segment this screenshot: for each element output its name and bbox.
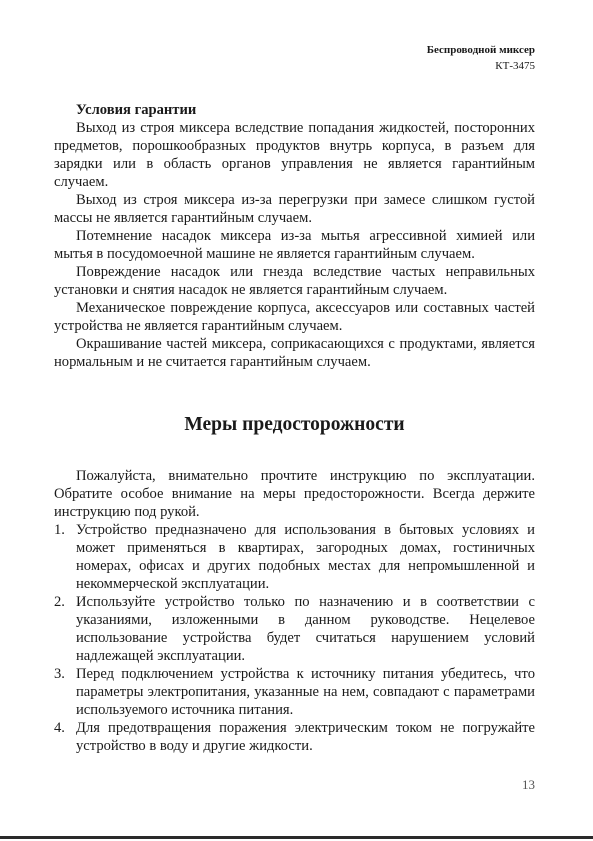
page-content (54, 101, 535, 755)
list-item-text: Используйте устройство только по назначению и в соответствии с указаниями, изложенными в данном руководстве. Нецелевое использование устройства будет считаться нарушением условий надлежащей эксплуатации. (76, 594, 535, 664)
warranty-paragraph: Выход из строя миксера из-за перегрузки при замесе слишком густой массы не является гарантийным случаем. (54, 192, 535, 226)
list-item-number: 1. (54, 522, 65, 538)
list-item (54, 521, 535, 593)
precautions-intro: Пожалуйста, внимательно прочтите инструкцию по эксплуатации. Обратите особое внимание на меры предосторожности. Всегда держите инструкцию под рукой. (54, 468, 535, 520)
product-name: Беспроводной миксер (426, 44, 535, 56)
bottom-divider (0, 836, 593, 839)
list-item (54, 719, 535, 755)
warranty-paragraph: Потемнение насадок миксера из-за мытья агрессивной химией или мытья в посудомоечной машине не является гарантийным случаем. (54, 228, 535, 262)
list-item-text: Устройство предназначено для использования в бытовых условиях и может применяться в квартирах, загородных домах, гостиничных номерах, офисах и других подобных местах для непромышленной и некоммерческой эксплуатации. (76, 522, 535, 592)
list-item-number: 2. (54, 594, 65, 610)
page-number: 13 (522, 777, 535, 792)
list-item-number: 3. (54, 666, 65, 682)
warranty-paragraph: Повреждение насадок или гнезда вследствие частых неправильных установки и снятия насадок не является гарантийным случаем. (54, 264, 535, 298)
model-number: КТ-3475 (495, 60, 535, 72)
list-item-text: Перед подключением устройства к источнику питания убедитесь, что параметры электропитания, указанные на нем, совпадают с параметрами используемого источника питания. (76, 666, 535, 718)
precautions-title: Меры предосторожности (184, 414, 405, 435)
warranty-heading: Условия гарантии (76, 102, 197, 118)
list-item-number: 4. (54, 720, 65, 736)
page-header (427, 42, 535, 74)
warranty-paragraph: Окрашивание частей миксера, соприкасающихся с продуктами, является нормальным и не считается гарантийным случаем. (54, 336, 535, 370)
warranty-paragraph: Выход из строя миксера вследствие попадания жидкостей, посторонних предметов, порошкообразных продуктов внутрь корпуса, в разъем для зарядки или в область органов управления не является гарантийным случаем. (54, 120, 535, 190)
list-item (54, 665, 535, 719)
precautions-list (54, 521, 535, 755)
warranty-paragraph: Механическое повреждение корпуса, аксессуаров или составных частей устройства не является гарантийным случаем. (54, 300, 535, 334)
list-item (54, 593, 535, 665)
list-item-text: Для предотвращения поражения электрическим током не погружайте устройство в воду и другие жидкости. (76, 720, 535, 754)
